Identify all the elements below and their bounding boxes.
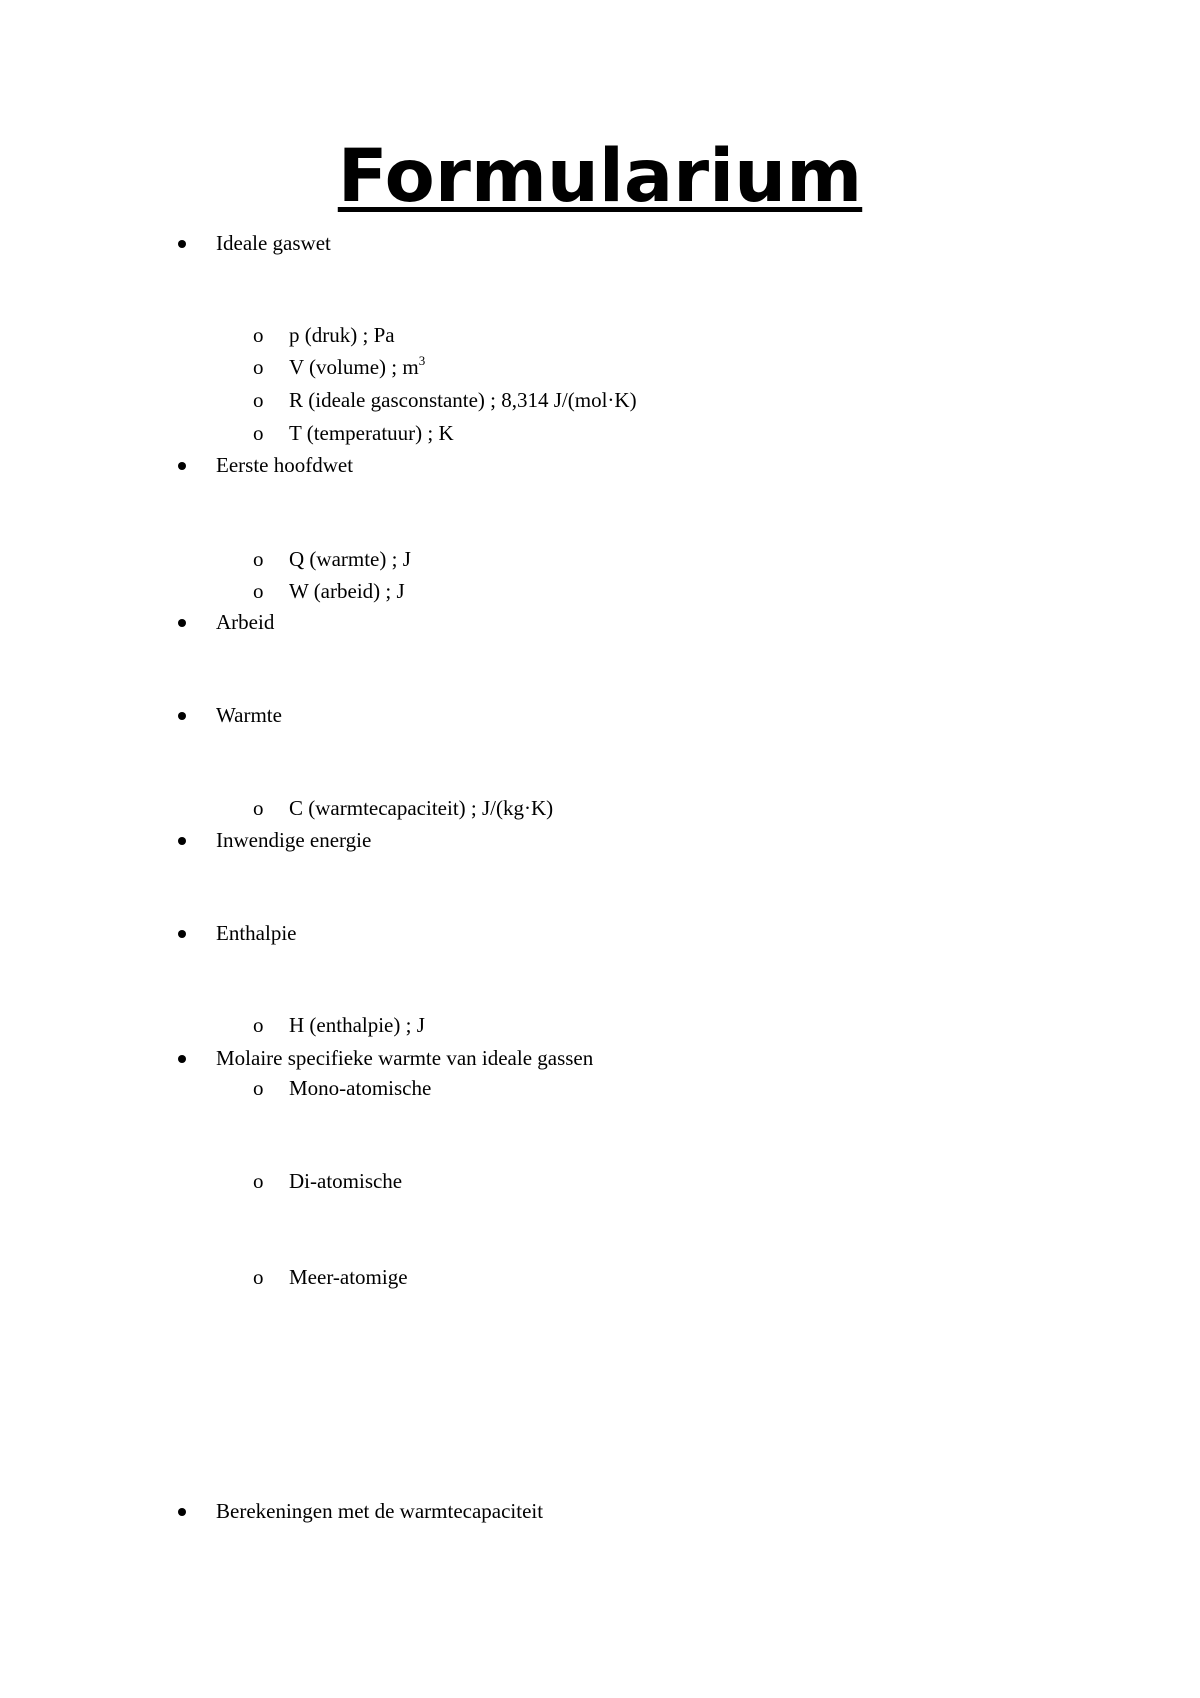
circle-bullet-icon (253, 545, 264, 573)
list-item-eerste-hoofdwet: Eerste hoofdwet (0, 451, 900, 479)
list-item-warmte: Warmte (0, 701, 900, 729)
list-item-arbeid: Arbeid (0, 608, 900, 636)
list-item-ideale-gaswet: Ideale gaswet (0, 229, 900, 257)
circle-bullet-icon (253, 1167, 264, 1195)
page-title: Formularium (337, 134, 863, 219)
circle-bullet-icon (253, 1011, 264, 1039)
sub-item: o V (volume) ; $m^3$ (0, 353, 900, 381)
sub-item: o T (temperatuur) ; K (0, 419, 900, 447)
circle-bullet-icon (253, 1074, 264, 1102)
superscript-exponent: 3 (418, 353, 426, 368)
bullet-icon (178, 837, 186, 845)
list-item-molaire-warmte: Molaire specifieke warmte van ideale gassen (0, 1044, 900, 1072)
sub-item: o Mono-atomische (0, 1074, 900, 1102)
bullet-icon (178, 619, 186, 627)
bullet-icon (178, 712, 186, 720)
sub-item: o C (warmtecapaciteit) ; J/(kg·K) (0, 794, 900, 822)
sub-item: o p (druk) ; Pa (0, 321, 900, 349)
list-item-enthalpie: Enthalpie (0, 919, 900, 947)
sub-item: o H (enthalpie) ; J (0, 1011, 900, 1039)
circle-bullet-icon (253, 577, 264, 605)
sub-item: o Meer-atomige (0, 1263, 900, 1291)
bullet-icon (178, 930, 186, 938)
circle-bullet-icon (253, 386, 264, 414)
sub-item: o R (ideale gasconstante) ; 8,314 J/(mol·K) (0, 386, 900, 414)
sub-item: o W (arbeid) ; J (0, 577, 900, 605)
circle-bullet-icon (253, 321, 264, 349)
circle-bullet-icon (253, 1263, 264, 1291)
list-item-berekeningen: Berekeningen met de warmtecapaciteit (0, 1497, 900, 1525)
circle-bullet-icon (253, 794, 264, 822)
list-item-inwendige-energie: Inwendige energie (0, 826, 900, 854)
sub-item: o Di-atomische (0, 1167, 900, 1195)
circle-bullet-icon (253, 419, 264, 447)
bullet-icon (178, 1055, 186, 1063)
circle-bullet-icon (253, 353, 264, 381)
sub-item: o Q (warmte) ; J (0, 545, 900, 573)
bullet-icon (178, 240, 186, 248)
bullet-icon (178, 1508, 186, 1516)
bullet-icon (178, 462, 186, 470)
